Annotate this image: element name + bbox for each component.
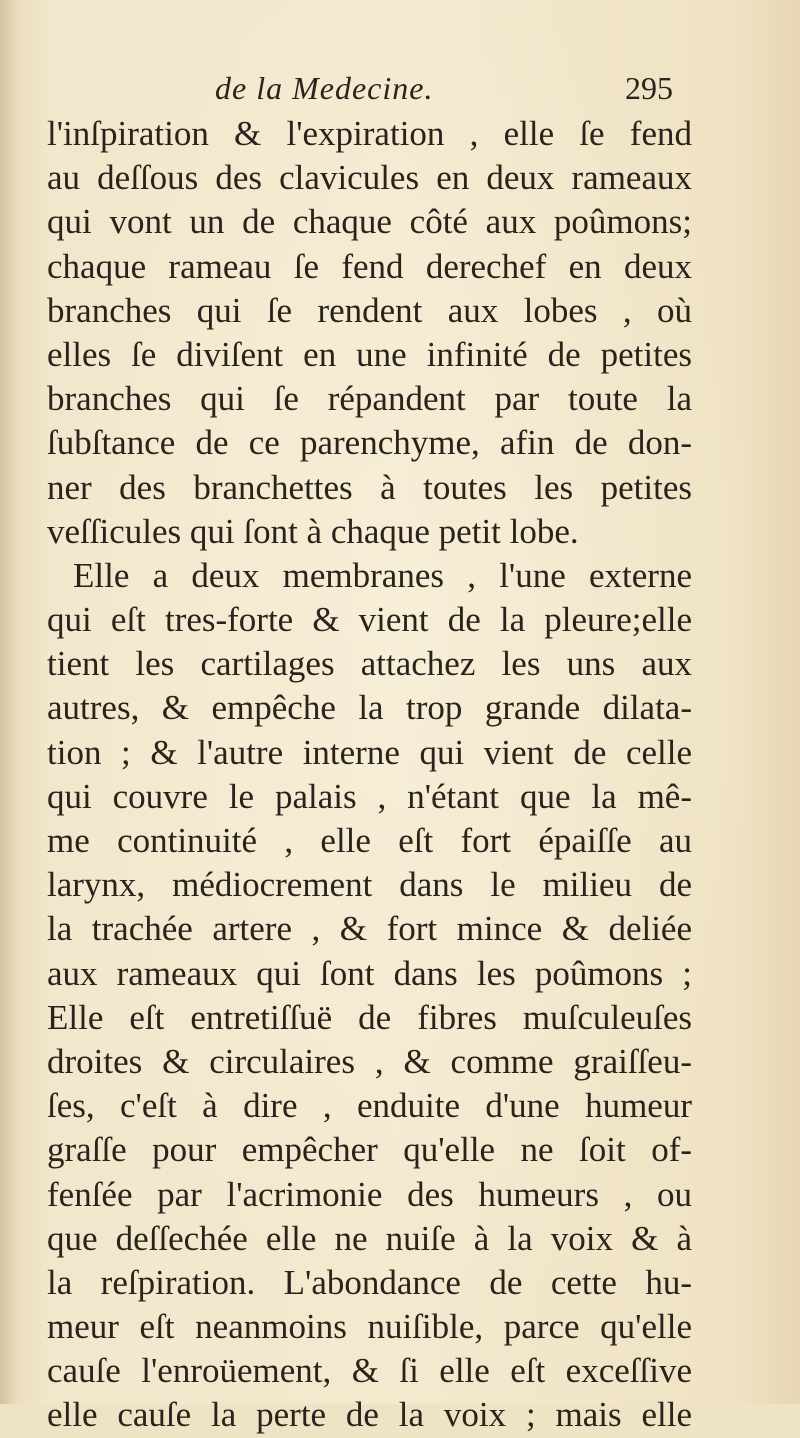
text-line: veſſicules qui ſont à chaque petit lobe. bbox=[47, 511, 579, 551]
running-title: de la Medecine. bbox=[215, 70, 434, 106]
text-line: branches qui ſe répandent par toute la bbox=[47, 379, 692, 419]
text-line: Elle eſt entretiſſuë de fibres muſculeuſes bbox=[47, 997, 692, 1037]
paragraph-start-line: Elle a deux membranes , l'une externe bbox=[73, 555, 692, 595]
text-line: larynx, médiocrement dans le milieu de bbox=[47, 865, 692, 905]
text-line: au deſſous des clavicules en deux rameaux bbox=[47, 158, 692, 198]
text-line: elles ſe diviſent en une infinité de petites bbox=[47, 334, 692, 374]
text-line: qui couvre le palais , n'étant que la mê- bbox=[47, 776, 692, 816]
text-line: ner des branchettes à toutes les petites bbox=[47, 467, 692, 507]
text-line: me continuité , elle eſt fort épaiſſe au bbox=[47, 821, 692, 860]
text-line: droites & circulaires , & comme graiſſeu- bbox=[47, 1041, 692, 1081]
text-line: chaque rameau ſe fend derechef en deux bbox=[47, 246, 692, 286]
text-line: graſſe pour empêcher qu'elle ne ſoit of- bbox=[47, 1130, 692, 1170]
text-line: la trachée artere , & fort mince & deliée bbox=[47, 909, 692, 949]
text-line: qui eſt tres-forte & vient de la pleure;elle bbox=[47, 600, 692, 640]
text-line: l'inſpiration & l'expiration , elle ſe fend bbox=[47, 114, 692, 153]
text-line: cauſe l'enroüement, & ſi elle eſt exceſſive bbox=[47, 1351, 692, 1391]
text-line: que deſſechée elle ne nuiſe à la voix & à bbox=[47, 1218, 692, 1258]
text-line: meur eſt neanmoins nuiſible, parce qu'elle bbox=[47, 1307, 692, 1347]
text-line: autres, & empêche la trop grande dilata- bbox=[47, 688, 692, 728]
text-line: tient les cartilages attachez les uns aux bbox=[47, 644, 692, 684]
text-line: ſes, c'eſt à dire , enduite d'une humeur bbox=[47, 1086, 692, 1126]
text-line: tion ; & l'autre interne qui vient de celle bbox=[47, 732, 692, 772]
text-line: aux rameaux qui ſont dans les poûmons ; bbox=[47, 953, 692, 993]
text-line: fenſée par l'acrimonie des humeurs , ou bbox=[47, 1174, 692, 1214]
text-line: qui vont un de chaque côté aux poûmons; bbox=[47, 202, 692, 242]
text-line: elle cauſe la perte de la voix ; mais elle bbox=[47, 1395, 692, 1435]
text-line: branches qui ſe rendent aux lobes , où bbox=[47, 290, 692, 330]
gutter-shadow bbox=[0, 0, 18, 1404]
page-number: 295 bbox=[625, 70, 673, 106]
body-text bbox=[47, 112, 692, 1438]
text-line: ſubſtance de ce parenchyme, afin de don- bbox=[47, 423, 692, 463]
text-line: la reſpiration. L'abondance de cette hu- bbox=[47, 1262, 692, 1302]
